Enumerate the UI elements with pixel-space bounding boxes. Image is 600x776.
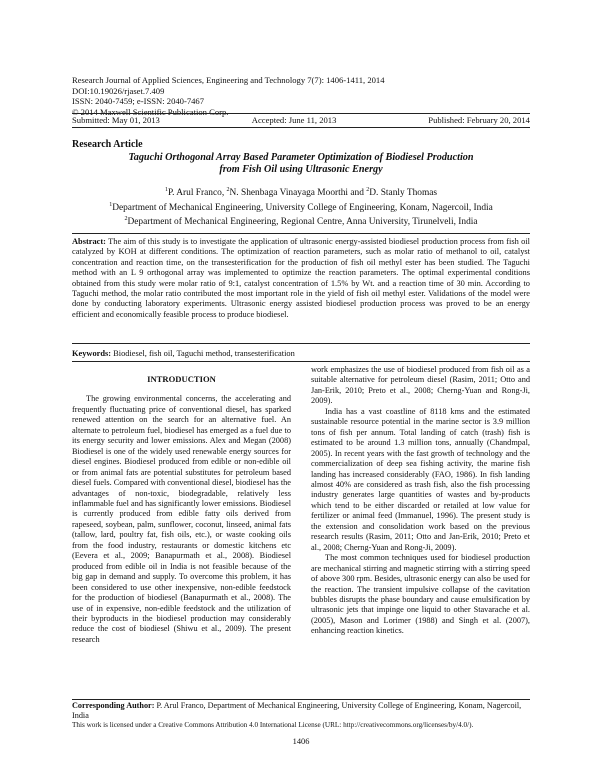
page-number: 1406 (292, 737, 310, 746)
abstract-label: Abstract: (72, 237, 106, 246)
keywords-text: Biodiesel, fish oil, Taguchi method, transesterification (111, 349, 295, 358)
right-column (311, 365, 530, 637)
abstract-bottom-rule (72, 343, 530, 344)
license-note[interactable]: This work is licensed under a Creative Commons Attribution 4.0 International License (URL: http://creativecommons.org/licenses/by/4.0/). (72, 721, 474, 729)
keywords (72, 349, 295, 358)
author-1: P. Arul Franco, (167, 188, 227, 199)
copyright: © 2014 Maxwell Scientific Publication Corp. (72, 106, 229, 117)
title-line-1: Taguchi Orthogonal Array Based Parameter Optimization of Biodiesel Production (128, 152, 474, 163)
abstract (72, 237, 530, 320)
dates-rule (72, 127, 530, 128)
corr-label: Corresponding Author: (72, 701, 155, 710)
author-2: N. Shenbaga Vinayaga Moorthi and (229, 188, 367, 199)
keywords-label: Keywords: (72, 349, 112, 358)
footer-rule (72, 699, 530, 700)
corresponding-author (72, 701, 530, 721)
journal-citation: Research Journal of Applied Sciences, Engineering and Technology 7(7): 1406-1411, 2014 (72, 75, 385, 85)
author-list: $^1$P. Arul Franco, $^2$N. Shenbaga Vinayaga Moorthi and $^2$D. Stanly Thomas (164, 187, 438, 199)
journal-header (72, 75, 385, 117)
paper-title (72, 152, 530, 177)
issn: ISSN: 2040-7459; e-ISSN: 2040-7467 (72, 96, 205, 107)
abstract-text: The aim of this study is to investigate the application of ultrasonic energy-assisted biodiesel production process from fish oil catalyzed by KOH at different conditions. The optimization of reaction parameters, such as molar ratio of methanol to oil, catalyst concentration and reaction time, on the transesterification for the production of fish oil methyl ester has been studied. The Taguchi method with an L 9 orthogonal array was implemented to optimize the reaction parameters. The optimal experimental conditions obtained from this study were molar ratio of 9:1, catalyst concentration of 1.5% by Wt. and a reaction time of 30 min. According to Taguchi method, the molar ratio contributed the most important role in the yield of fish oil methyl ester. Validations of the model were done by conducting laboratory experiments. Ultrasonic energy assisted biodiesel production process was proved to be an energy efficient and economically feasible process to produce biodiesel. (72, 237, 530, 319)
published-date: Published: February 20, 2014 (428, 115, 530, 125)
accepted-date: Accepted: June 11, 2013 (251, 115, 337, 125)
dates-row (72, 115, 530, 125)
submitted-date: Submitted: May 01, 2013 (72, 115, 160, 125)
abstract-top-rule (72, 233, 530, 234)
right-paragraph-1: India has a vast coastline of 8118 kms and the estimated sustainable resource potential in the marine sector is 3.9 million tons of fish per annum. Total landing of catch (trash) fish is estimated to be around 1.3 million tons, annually (Chandmpal, 2005). In recent years with the fast growth of technology and the commercialization of deep sea fishing activity, the marine fish landing has increased considerably (FAO, 1986). In fish landing almost 40% are considered as trash fish, also the fish processing industry generates large quantities of wastes and by-products which tend to be either discarded or retailed at low value for fertilizer or animal feed (Immanuel, 1996). The present study is the extension and consolidation work based on the previous research results (Rasim, 2011; Otto and Jan-Erik, 2010; Preto et al., 2008; Cherng-Yuan and Rong-Ji, 2009). (311, 406, 530, 552)
header-rule (72, 113, 530, 114)
doi[interactable]: DOI:10.19026/rjaset.7.409 (72, 85, 165, 96)
intro-paragraph-1: The growing environmental concerns, the accelerating and frequently fluctuating price of conventional diesel, has sparked renewed attention on the search for an alternative fuel. An alternate to petroleum fuel, biodiesel has emerged as a fuel due to its energy security and lower emissions. Alex and Megan (2008) Biodiesel is one of the widely used renewable energy sources for diesel engines. Biodiesel produced from edible or non-edible oil or from animal fats are potential substitutes for petroleum based diesel fuels. Compared with conventional diesel, biodiesel has the advantages of non-toxic, biodegradable, relatively less inflammable fuel and has significantly lower emissions. Biodiesel is currently produced from edible fatty oils derived from rapeseed, soybean, palm, sunflower, coconut, linseed, animal fats (tallow, lard, poultry fat, fish oils, etc.), or waste cooking oils from the food industry, restaurants or domestic kitchens etc (Eevera et al., 2009; Banapurmath et al., 2008). Biodiesel produced from edible oil in India is not feasible because of the big gap in demand and supply. To overcome this problem, it has been considered to use other inexpensive, non-edible feedstock for the production of biodiesel (Banapurmath et al., 2008). The use of in expensive, non-edible feedstock and the utilization of their byproducts in the biodiesel production may considerably reduce the cost of biodiesel (Shiwu et al., 2009). The present research (72, 394, 291, 644)
left-column (72, 374, 291, 645)
affiliation-2: $^2$Department of Mechanical Engineering, Regional Centre, Anna University, Tirunelveli, India (124, 216, 478, 228)
keywords-rule (72, 361, 530, 362)
author-block (72, 185, 530, 229)
right-paragraph-2: The most common techniques used for biodiesel production are mechanical stirring and magnetic stirring with a stirring speed of above 300 rpm. Besides, ultrasonic energy can also be used for the reaction. The transient impulsive collapse of the cavitation bubbles disrupts the phase boundary and cause emulsification by ultrasonic jets that impinge one liquid to other Stavarache et al. (2005), Mason and Lorimer (1988) and Singh et al. (2007), enhancing reaction kinetics. (311, 553, 530, 636)
corr-text: P. Arul Franco, Department of Mechanical Engineering, University College of Engineering, Konam, Nagercoil, India (72, 701, 522, 721)
affiliation-1: $^1$Department of Mechanical Engineering, University College of Engineering, Konam, Nagercoil, India (109, 201, 493, 213)
article-type: Research Article (72, 139, 143, 150)
introduction-heading: INTRODUCTION (147, 374, 216, 384)
title-line-2: from Fish Oil using Ultrasonic Energy (219, 164, 383, 176)
author-3: D. Stanly Thomas (369, 188, 438, 199)
right-paragraph-0: work emphasizes the use of biodiesel produced from fish oil as a suitable alternative for petroleum diesel (Rasim, 2011; Otto and Jan-Erik, 2010; Preto et al., 2008; Cherng-Yuan and Rong-Ji, 2009). (311, 365, 530, 406)
